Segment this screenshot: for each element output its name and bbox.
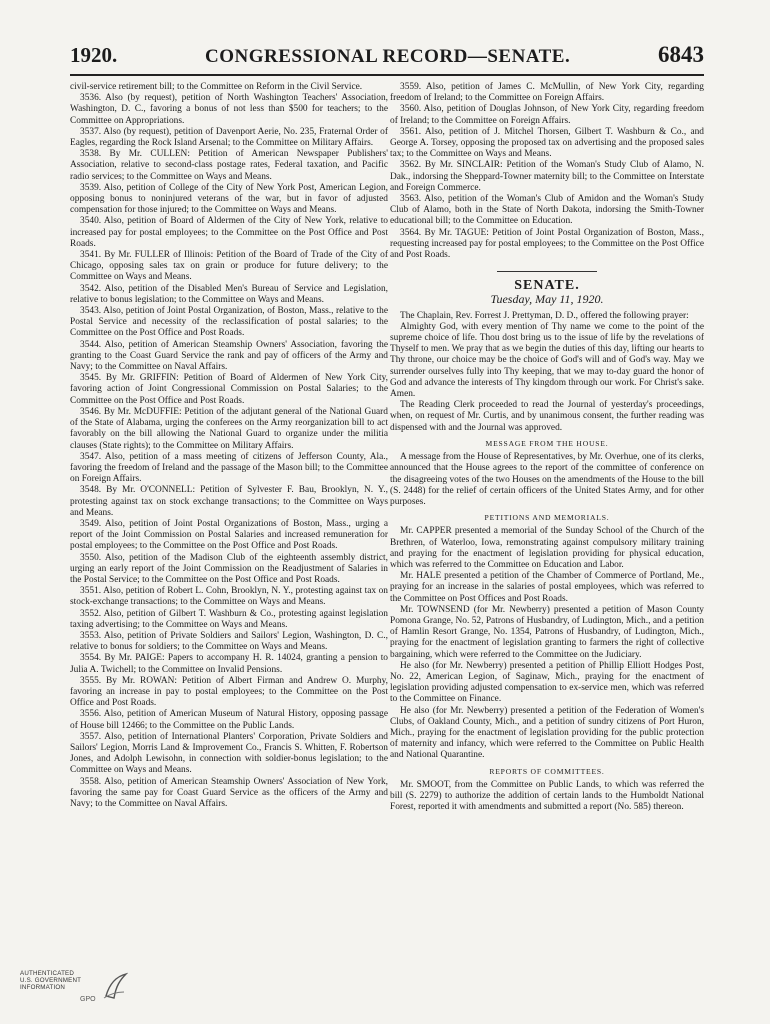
gpo-mark: GPO	[80, 996, 96, 1003]
logo-line: AUTHENTICATED	[20, 970, 75, 977]
paragraph: 3544. Also, petition of American Steamship Owners' Association, favoring the granting to the Coast Guard Service the rank and pay of officers of the Army and Navy; to the Committee on Naval Affairs.	[70, 339, 388, 373]
petitions-heading: PETITIONS AND MEMORIALS.	[484, 513, 610, 523]
paragraph: 3536. Also (by request), petition of North Washington Teachers' Association, Washington, D. C., favoring a bonus of not less than $500 for teachers; to the Committee on Appropriations.	[70, 93, 388, 126]
paragraph: 3541. By Mr. FULLER of Illinois: Petition of the Board of Trade of the City of Chicago, opposing sales tax on grain or produce for future delivery; to the Committee on Ways and Means.	[70, 250, 388, 283]
paragraph: A message from the House of Representatives, by Mr. Overhue, one of its clerks, announced that the House agrees to the report of the committee of conference on the disagreeing votes of the two Houses on the amendments of the House to the bill (S. 2448) for the relief of certain officers of the United States Army, and for other purposes.	[390, 452, 704, 507]
paragraph: The Reading Clerk proceeded to read the Journal of yesterday's proceedings, when, on request of Mr. Curtis, and by unanimous consent, the further reading was dispensed with and the Journal was approved.	[390, 400, 704, 433]
paragraph: He also (for Mr. Newberry) presented a petition of Phillip Elliott Hodges Post, No. 22, American Legion, of Saginaw, Mich., praying for the enactment of legislation providing adjusted compensation to ex-service men, which was referred to the Committee on Finance.	[390, 660, 704, 705]
paragraph: 3549. Also, petition of Joint Postal Organizations of Boston, Mass., urging a report of the Joint Commission on Postal Salaries and increased remuneration for postal employees; to the Committee on the Post Office and Post Roads.	[70, 518, 388, 552]
gpo-authentication-logo	[20, 968, 130, 1012]
paragraph: 3559. Also, petition of James C. McMullin, of New York City, regarding freedom of Ireland; to the Committee on Foreign Affairs.	[390, 82, 704, 104]
paragraph: 3564. By Mr. TAGUE: Petition of Joint Postal Organization of Boston, Mass., requesting increased pay for postal employees; to the Committee on the Post Office and Post Roads.	[390, 227, 704, 261]
right-column	[390, 82, 704, 813]
section-divider	[497, 271, 597, 272]
paragraph: 3553. Also, petition of Private Soldiers and Sailors' Legion, Washington, D. C., relative to bonus for soldiers; to the Committee on Ways and Means.	[70, 630, 388, 653]
session-date: Tuesday, May 11, 1920.	[490, 292, 604, 307]
paragraph: 3538. By Mr. CULLEN: Petition of American Newspaper Publishers' Association, relative to second-class postage rates, Federal taxation, and Pacific radio services; to the Committee on Ways and Means.	[70, 149, 388, 182]
paragraph: 3546. By Mr. McDUFFIE: Petition of the adjutant general of the National Guard of the State of Alabama, urging the conferees on the Army reorganization bill to act favorably on the bill allowing the National Guard to organize under the militia clauses (State rights); to the Committee on Military Affairs.	[70, 406, 388, 451]
header-rule	[70, 74, 704, 76]
header-title: CONGRESSIONAL RECORD—SENATE.	[205, 46, 571, 67]
paragraph: 3560. Also, petition of Douglas Johnson, of New York City, regarding freedom of Ireland; to the Committee on Foreign Affairs.	[390, 104, 704, 126]
paragraph: 3558. Also, petition of American Steamship Owners' Association of New York, favoring the same pay for Coast Guard Service as the officers of the Army and Navy; to the Committee on Naval Affairs.	[70, 776, 388, 809]
logo-line: INFORMATION	[20, 984, 66, 991]
paragraph: 3557. Also, petition of International Planters' Corporation, Private Soldiers and Sailors' Legion, Morris Land & Improvement Co., Francis S. Whitten, F. Robertson Jones, and Adolph Lewisohn, in connection with soldier-bonus legislation; to the Committee on Ways and Means.	[70, 731, 388, 776]
paragraph: Mr. TOWNSEND (for Mr. Newberry) presented a petition of Mason County Pomona Grange, No. 52, Patrons of Husbandry, of Ludington, Mich., and a petition of Hamlin Resort Grange, No. 1354, Patrons of Husbandry, of Ludington, Mich., praying for the enactment of legislation granting to farmers the right of collective bargaining, which were referred to the Committee on the Judiciary.	[390, 604, 704, 660]
paragraph: 3539. Also, petition of College of the City of New York Post, American Legion, opposing bonus to noninjured veterans of the war, but in favor of adjusted compensation for those injured; to the Committee on Ways and Means.	[70, 182, 388, 216]
paragraph: 3555. By Mr. ROWAN: Petition of Albert Firman and Andrew O. Murphy, favoring an increase in pay to postal employees; to the Committee on the Post Office and Post Roads.	[70, 675, 388, 709]
paragraph: 3545. By Mr. GRIFFIN: Petition of Board of Aldermen of New York City, favoring action of Joint Congressional Commission on Postal Salaries; to the Committee on the Post Office and Post Roads.	[70, 373, 388, 406]
eagle-swoosh-icon	[102, 972, 128, 1002]
logo-line: U.S. GOVERNMENT	[20, 977, 82, 984]
paragraph: 3548. By Mr. O'CONNELL: Petition of Sylvester F. Bau, Brooklyn, N. Y., protesting against tax on stock exchange transactions; to the Committee on Ways and Means.	[70, 485, 388, 518]
prayer-paragraph: Almighty God, with every mention of Thy name we come to the point of the supreme choice of life. Thou dost bring us to the issue of life by the revelations of Thyself to men. We pray that as we begin the duties of this day, lifting our hearts to Thy throne, our choice may be the choice of God's will and of God's way. May we surrender ourselves fully into Thy keeping, that we may to-day guard the honor of God and advance the interests of Thy kingdom through our work. For Christ's sake. Amen.	[390, 321, 704, 400]
paragraph: 3556. Also, petition of American Museum of Natural History, opposing passage of House bill 12466; to the Committee on the Public Lands.	[70, 709, 388, 731]
logo-text	[20, 970, 81, 991]
paragraph: 3551. Also, petition of Robert L. Cohn, Brooklyn, N. Y., protesting against tax on stock-exchange transactions; to the Committee on Ways and Means.	[70, 586, 388, 608]
paragraph: civil-service retirement bill; to the Committee on Reform in the Civil Service.	[70, 82, 363, 92]
header-year: 1920.	[70, 43, 118, 67]
paragraph: 3547. Also, petition of a mass meeting of citizens of Jefferson County, Ala., favoring the freedom of Ireland and the passage of the Mason bill; to the Committee on Foreign Affairs.	[70, 451, 388, 485]
paragraph: 3540. Also, petition of Board of Aldermen of the City of New York, relative to increased pay for postal employees; to the Committee on the Post Office and Post Roads.	[70, 216, 388, 249]
paragraph: 3550. Also, petition of the Madison Club of the eighteenth assembly district, urging an early report of the Joint Commission on the Readjustment of Salaries in the Postal Service; to the Committee on the Post Office and Post Roads.	[70, 552, 388, 585]
header-page-number: 6843	[657, 42, 704, 67]
paragraph: Mr. HALE presented a petition of the Chamber of Commerce of Portland, Me., praying for an increase in the salaries of postal employees, which was referred to the Committee on Post Offices and Post Roads.	[390, 571, 704, 604]
paragraph: He also (for Mr. Newberry) presented a petition of the Federation of Women's Clubs, of Oakland County, Mich., and a petition of sundry citizens of Port Huron, Mich., praying for the enactment of legislation providing for the public protection of maternity and infancy, which were referred to the Committee on Public Health and National Quarantine.	[390, 705, 704, 761]
reports-heading: REPORTS OF COMMITTEES.	[489, 766, 605, 776]
paragraph: 3542. Also, petition of the Disabled Men's Bureau of Service and Legislation, relative to bonus legislation; to the Committee on Ways and Means.	[70, 283, 388, 305]
message-heading: MESSAGE FROM THE HOUSE.	[485, 438, 609, 448]
paragraph: 3562. By Mr. SINCLAIR: Petition of the Woman's Study Club of Alamo, N. Dak., indorsing the Sheppard-Towner maternity bill; to the Committee on Interstate and Foreign Commerce.	[390, 160, 704, 193]
paragraph: 3537. Also (by request), petition of Davenport Aerie, No. 235, Fraternal Order of Eagles, regarding the Rock Island Arsenal; to the Committee on Military Affairs.	[70, 126, 388, 149]
paragraph: The Chaplain, Rev. Forrest J. Prettyman, D. D., offered the following prayer:	[400, 310, 689, 321]
paragraph: 3554. By Mr. PAIGE: Papers to accompany H. R. 14024, granting a pension to Julia A. Twichell; to the Committee on Invalid Pensions.	[70, 653, 388, 675]
paragraph: 3552. Also, petition of Gilbert T. Washburn & Co., protesting against legislation taxing advertising; to the Committee on Ways and Means.	[70, 608, 388, 630]
page-header	[70, 42, 704, 72]
left-column	[70, 82, 388, 810]
paragraph: Mr. CAPPER presented a memorial of the Sunday School of the Church of the Brethren, of Waterloo, Iowa, remonstrating against compulsory military training and praying for the enactment of legislation providing for physical education, which was referred to the Committee on Education and Labor.	[390, 526, 704, 570]
paragraph: 3543. Also, petition of Joint Postal Organization, of Boston, Mass., relative to the Postal Service and necessity of the reclassification of postal salaries; to the Committee on the Post Office and Post Roads.	[70, 306, 388, 339]
senate-heading: SENATE.	[514, 278, 580, 294]
paragraph: Mr. SMOOT, from the Committee on Public Lands, to which was referred the bill (S. 2279) to authorize the addition of certain lands to the Humboldt National Forest, reported it with amendments and submitted a report (No. 585) thereon.	[390, 779, 704, 813]
paragraph: 3563. Also, petition of the Woman's Club of Amidon and the Woman's Study Club of Alamo, both in the State of North Dakota, indorsing the Smith-Towner educational bill; to the Committee on Education.	[390, 194, 704, 227]
paragraph: 3561. Also, petition of J. Mitchel Thorsen, Gilbert T. Washburn & Co., and George A. Torsey, opposing the proposed tax on advertising and the proposed sales tax; to the Committee on Ways and Means.	[390, 126, 704, 160]
